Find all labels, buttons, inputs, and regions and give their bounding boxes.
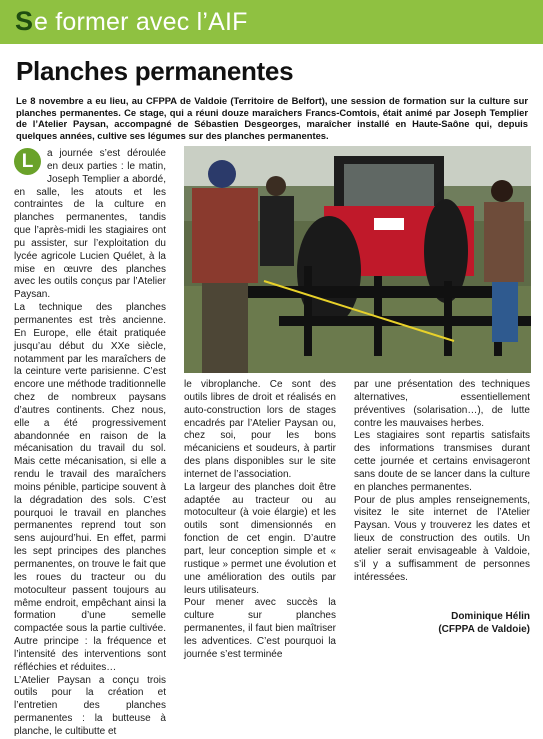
article-photo [184, 146, 531, 373]
paragraph: Les stagiaires sont repartis satisfaits des informations transmises durant cette journée et certains envisageront sans doute de se lancer dans la culture en planches permanentes. [354, 430, 530, 493]
article-lead: Le 8 novembre a eu lieu, au CFPPA de Valdoie (Territoire de Belfort), une session de formation sur la culture sur planches permanentes. Ce stage, qui a réuni douze maraîchers Francs-Comtois, était animé par Joseph Templier de l’Atelier Paysan, accompagné de Sébastien Desgeorges, maraîcher installé en Haute-Saône qui, depuis quelques années, cultive ses légumes sur des planches permanentes. [16, 95, 528, 141]
drop-cap: L [14, 148, 41, 175]
section-header [0, 0, 543, 44]
paragraph: La technique des planches permanentes est très ancienne. En Europe, elle était pratiquée jusqu’au début du XXe siècle, notamment par les maraîchers de la ceinture verte parisienne. C’est encore une méthode traditionnelle chez de nombreux paysans d’autres continents. Chez nous, elle a été progressivement abandonnée en raison de la mécanisation du travail du sol. Mais cette mécanisation, si elle a rendu le travail des maraîchers moins pénible, participe souvent à la dégradation des sols. C’est pourquoi le travail en planches permanentes reprend tout son sens aujourd’hui. En effet, parmi les sept principes des planches permanentes, on trouve le fait que les roues du tracteur ou du motoculteur passent toujours au même endroit, empêchant ainsi la formation d’une semelle compactée sous la partie cultivée. Autre principe : la fréquence et l’intensité des interventions sont réfléchies et réduites… [14, 302, 166, 673]
text-column-3 [354, 379, 530, 585]
text-column-1 [14, 148, 166, 739]
article-headline: Planches permanentes [16, 56, 294, 86]
paragraph [14, 148, 166, 302]
text-column-2 [184, 379, 336, 662]
paragraph: L’Atelier Paysan a conçu trois outils pour la création et l’entretien des planches permanentes : la butteuse à planche, le cultibutte et [14, 674, 166, 737]
author-organization: (CFPPA de Valdoie) [438, 623, 530, 635]
author-signature [350, 611, 530, 637]
section-title: e former avec l’AIF [34, 8, 248, 36]
paragraph: le vibroplanche. Ce sont des outils libres de droit et réalisés en auto-construction lors de stages encadrés par l’Atelier Paysan ou, chez soi, pour les bons mécaniciens et soudeurs, à partir des plans disponibles sur le site internet de l’association. [184, 379, 336, 480]
section-initial: S [15, 6, 34, 36]
paragraph: Pour mener avec succès la culture sur planches permanentes, il faut bien maîtriser les adventices. C’est pourquoi la journée s’est terminée [184, 597, 336, 660]
author-name: Dominique Hélin [451, 611, 530, 622]
paragraph-text: a journée s’est déroulée en deux parties : le matin, Joseph Templier a abordé, en salle, les atouts et les contraintes de la culture en planches permanentes, tandis que l’après-midi les stagiaires ont pu assister, sur l’exploitation du lycée agricole Lucien Quélet, à la mise en œuvre des planches avec les outils conçus par l’Atelier Paysan. [14, 148, 166, 301]
paragraph: par une présentation des techniques alternatives, essentiellement préventives (solarisation…), de lutte contre les mauvaises herbes. [354, 379, 530, 429]
paragraph: La largeur des planches doit être adaptée au tracteur ou au motoculteur (à voie élargie) et les outils sont dimensionnés en fonction de cet engin. D’autre part, leur conception simple et « rustique » permet une évolution et une amélioration des outils par leurs utilisateurs. [184, 481, 336, 596]
paragraph: Pour de plus amples renseignements, visitez le site internet de l’Atelier Paysan. Vous y trouverez les dates et lieux de construction des outils. Un atelier serait envisageable à Valdoie, s’il y a suffisamment de personnes intéressées. [354, 494, 530, 583]
photo-field-tractor-image [184, 146, 531, 373]
